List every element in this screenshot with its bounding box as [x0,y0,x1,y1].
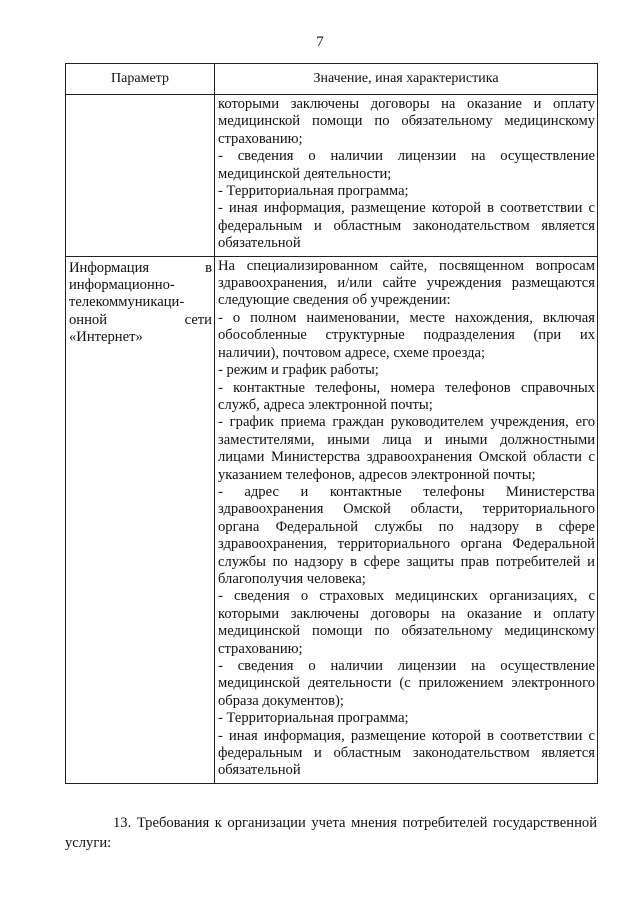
value-cell [215,256,598,783]
value-line: здравоохранения Омской области, территориального [218,501,595,518]
parameters-table [65,63,598,784]
value-line: обособленные структурные подразделения (при их [218,327,595,344]
value-line: - Территориальная программа; [218,183,409,200]
header-value: Значение, иная характеристика [215,64,598,95]
value-line: федеральным и областным законодательством является [218,217,595,234]
value-line: - сведения о наличии лицензии на осуществление [218,148,595,165]
value-line: которыми заключены договоры на оказание и оплату [218,605,595,622]
value-line: здравоохранения, и/или сайте учреждения размещаются [218,275,595,292]
value-line: указанием телефонов, адресов электронной почты; [218,466,536,483]
value-line: медицинской деятельности (с приложением электронного [218,675,595,692]
value-line: На специализированном сайте, посвященном вопросам [218,257,595,274]
param-cell [66,256,215,783]
param-line: информационно- [69,277,175,294]
value-line: следующие сведения об учреждении: [218,292,451,309]
section-13-line-1: 13. Требования к организации учета мнения потребителей государственной [113,815,597,831]
header-param: Параметр [66,64,215,95]
value-line: обязательной [218,762,301,779]
value-line: - иная информация, размещение которой в соответствии с [218,200,595,217]
section-13-line-2: услуги: [65,835,112,851]
value-line: обязательной [218,235,301,252]
section-13-paragraph [65,813,597,853]
page-number: 7 [316,34,324,50]
param-line: «Интернет» [69,329,143,346]
value-line: страхованию; [218,640,303,657]
param-cell [66,95,215,257]
value-line: органа Федеральной службы по надзору в сфере [218,518,595,535]
table-row [66,256,598,783]
value-line: медицинской помощи по обязательному медицинскому [218,623,595,640]
value-line: страхованию; [218,130,303,147]
value-line: - о полном наименовании, месте нахождения, включая [218,309,595,326]
param-line: телекоммуникаци- [69,294,185,311]
value-cell [215,95,598,257]
value-line: лицами Министерства здравоохранения Омской области с [218,449,595,466]
value-line: - сведения о наличии лицензии на осуществление [218,658,595,674]
value-line: наличии), почтовом адресе, схеме проезда; [218,344,486,361]
value-line: заместителями, иными лица и иными должностными [218,431,595,448]
value-line: службы по надзору в сфере защиты прав потребителей и [218,553,595,570]
value-line: - режим и график работы; [218,362,379,379]
value-line: медицинской деятельности; [218,165,392,182]
value-line: служб, адреса электронной почты; [218,396,433,413]
value-line: - контактные телефоны, номера телефонов справочных [218,379,595,396]
value-line: - иная информация, размещение которой в соответствии с [218,727,595,744]
value-line: - сведения о страховых медицинских организациях, с [218,588,595,605]
value-line: - адрес и контактные телефоны Министерства [218,483,595,500]
table-header-row [66,64,598,95]
value-line: - Территориальная программа; [218,710,409,727]
value-line: здравоохранения, территориального органа Федеральной [218,536,595,553]
value-line: образа документов); [218,692,344,709]
value-line: которыми заключены договоры на оказание и оплату [218,96,595,112]
table-row [66,95,598,257]
value-line: - график приема граждан руководителем учреждения, его [218,414,595,431]
param-line: Информация в [69,259,212,276]
value-line: медицинской помощи по обязательному медицинскому [218,113,595,130]
param-line: онной сети [69,311,212,328]
table-body [66,95,598,784]
value-line: благополучия человека; [218,570,366,587]
value-line: федеральным и областным законодательством является [218,745,595,762]
